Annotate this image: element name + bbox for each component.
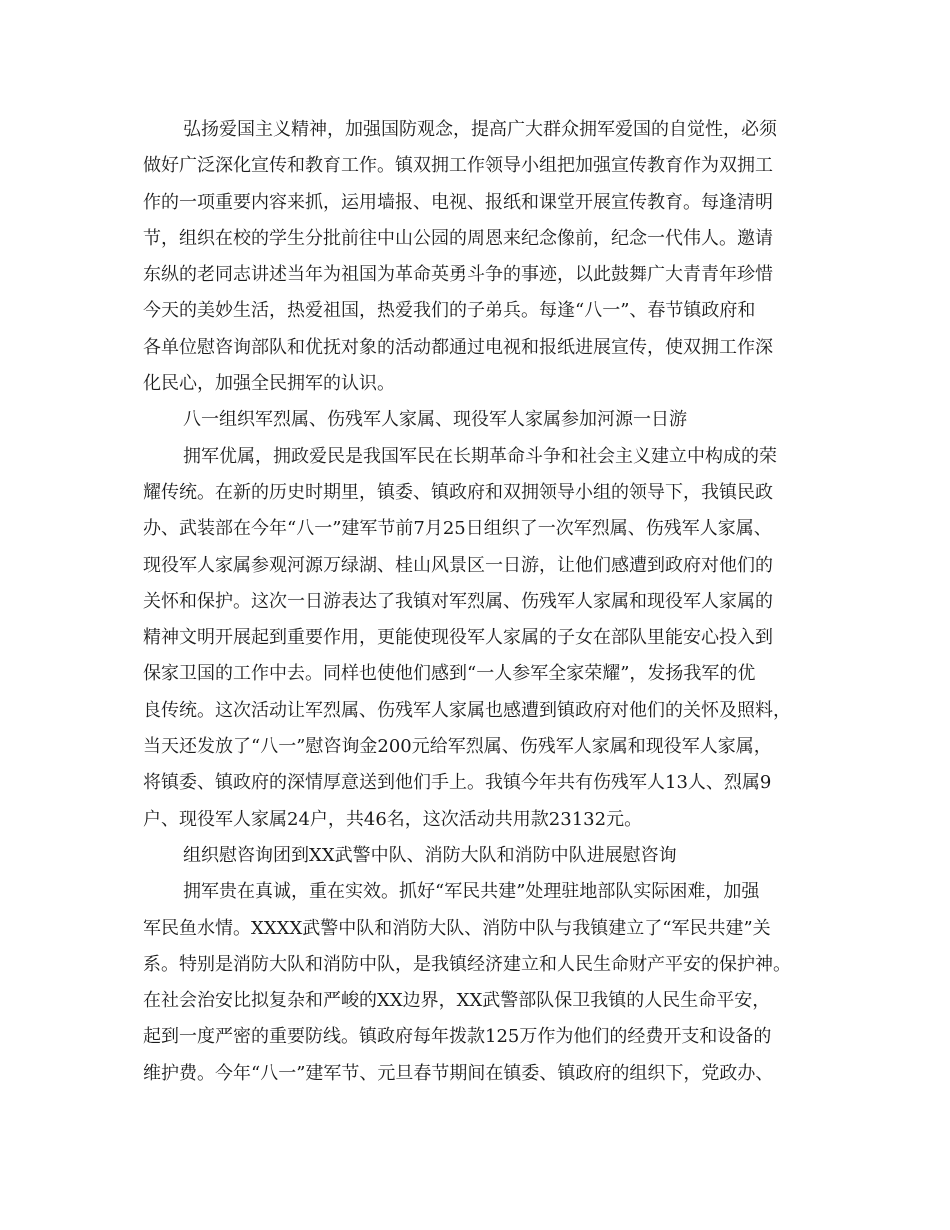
text-line: 节，组织在校的学生分批前往中山公园的周恩来纪念像前，纪念一代伟人。邀请 — [143, 227, 773, 249]
text-line: 将镇委、镇政府的深情厚意送到他们手上。我镇今年共有伤残军人13人、烈属9 — [143, 772, 772, 794]
text-line: 弘扬爱国主义精神，加强国防观念，提高广大群众拥军爱国的自觉性，必须 — [183, 119, 777, 140]
text-line: 保家卫国的工作中去。同样也使他们感到“一人参军全家荣耀”，发扬我军的优 — [143, 663, 756, 685]
text-line: 办、武装部在今年“八一”建军节前7月25日组织了一次军烈属、伤残军人家属、 — [143, 518, 772, 540]
document-body — [143, 112, 823, 1092]
text-line: 拥军优属，拥政爱民是我国军民在长期革命斗争和社会主义建立中构成的荣 — [183, 445, 777, 467]
text-line: 起到一度严密的重要防线。镇政府每年拨款125万作为他们的经费开支和设备的 — [143, 1026, 772, 1048]
text-line: 维护费。今年“八一”建军节、元旦春节期间在镇委、镇政府的组织下，党政办、 — [143, 1062, 774, 1084]
text-line: 户、现役军人家属24户，共46名，这次活动共用款23132元。 — [143, 808, 643, 830]
text-line: 化民心，加强全民拥军的认识。 — [143, 373, 395, 395]
text-line: 系。特别是消防大队和消防中队，是我镇经济建立和人民生命财产平安的保护神。 — [143, 953, 791, 975]
text-line: 耀传统。在新的历史时期里，镇委、镇政府和双拥领导小组的领导下，我镇民政 — [143, 481, 773, 503]
text-line: 在社会治安比拟复杂和严峻的XX边界，XX武警部队保卫我镇的人民生命平安， — [143, 990, 771, 1012]
text-line: 精神文明开展起到重要作用，更能使现役军人家属的子女在部队里能安心投入到 — [143, 627, 773, 649]
text-line: 作的一项重要内容来抓，运用墙报、电视、报纸和课堂开展宣传教育。每逢清明 — [143, 191, 773, 213]
text-line: 现役军人家属参观河源万绿湖、桂山风景区一日游，让他们感遭到政府对他们的 — [143, 554, 773, 576]
text-line: 今天的美妙生活，热爱祖国，热爱我们的子弟兵。每逢“八一”、春节镇政府和 — [143, 300, 756, 322]
text-line: 当天还发放了“八一”慰咨询金200元给军烈属、伤残军人家属和现役军人家属， — [143, 736, 772, 758]
text-line: 组织慰咨询团到XX武警中队、消防大队和消防中队进展慰咨询 — [183, 844, 677, 866]
text-line: 做好广泛深化宣传和教育工作。镇双拥工作领导小组把加强宣传教育作为双拥工 — [143, 155, 773, 177]
text-line: 拥军贵在真诚，重在实效。抓好“军民共建”处理驻地部队实际困难，加强 — [183, 881, 760, 903]
text-line: 八一组织军烈属、伤残军人家属、现役军人家属参加河源一日游 — [183, 409, 687, 431]
text-line: 军民鱼水情。XXXX武警中队和消防大队、消防中队与我镇建立了“军民共建”关 — [143, 917, 771, 939]
text-line: 东纵的老同志讲述当年为祖国为革命英勇斗争的事迹，以此鼓舞广大青青年珍惜 — [143, 264, 773, 286]
text-line: 良传统。这次活动让军烈属、伤残军人家属也感遭到镇政府对他们的关怀及照料， — [143, 699, 791, 721]
text-line: 关怀和保护。这次一日游表达了我镇对军烈属、伤残军人家属和现役军人家属的 — [143, 590, 773, 612]
text-line: 各单位慰咨询部队和优抚对象的活动都通过电视和报纸进展宣传，使双拥工作深 — [143, 336, 773, 358]
